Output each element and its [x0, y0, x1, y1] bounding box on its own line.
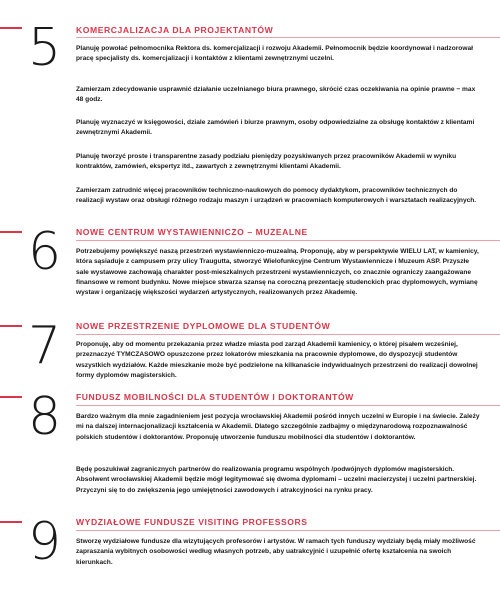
section-heading: FUNDUSZ MOBILNOŚCI DLA STUDENTÓW I DOKTORANTÓW [76, 392, 354, 402]
section-marker [0, 27, 22, 29]
section-number: 8 [28, 387, 62, 447]
paragraph: Planuję tworzyć proste i transparentne zasady podziału pieniędzy pozyskiwanych przez pracowników Akademii w wyniku kontraktów, zamówień, ekspertyz itd., zawartych z zewnętrznymi klientami Akademii. [76, 153, 457, 171]
section-heading: WYDZIAŁOWE FUNDUSZE VISITING PROFESSORS [76, 517, 308, 527]
section-marker [0, 396, 22, 398]
section-heading: NOWE PRZESTRZENIE DYPLOMOWE DLA STUDENTÓW [76, 321, 331, 331]
section-marker [0, 521, 22, 523]
section-number: 9 [28, 512, 62, 572]
paragraph: Zamierzam zdecydowanie usprawnić działanie uczelnianego biura prawnego, skrócić czas oczekiwania na opinie prawne − max 48 godz. [76, 86, 476, 104]
section-divider [76, 405, 500, 406]
paragraph: Bardzo ważnym dla mnie zagadnieniem jest pozycja wrocławskiej Akademii pośród innych uczelni w Europie i na świecie. Zależy mi na dalszej internacjonalizacji kształcenia w Akademii. Dlatego szczególnie zadbajmy o międzynarodową rozpoznawalność polskich studentów i doktorantów. Proponuję utworzenie funduszu mobilności dla studentów i doktorantów. [76, 413, 480, 441]
paragraph: Zamierzam zatrudnić więcej pracowników techniczno-naukowych do pomocy dydaktykom, pracowników technicznych do realizacji wystaw oraz obsługi różnego rodzaju maszyn i urządzeń w pracowniach komputerowych i warsztatach realizacyjnych. [76, 187, 477, 205]
section-marker [0, 231, 22, 233]
section-number: 6 [28, 222, 62, 282]
section-number: 5 [28, 18, 62, 78]
paragraph: Proponuję, aby od momentu przekazania przez władze miasta pod zarząd Akademii kamienicy, o której pisałem wcześniej, przeznaczyć TYMCZASOWO opuszczone przez lokatorów mieszkania na pracownie dyplomowe, do dyspozycji studentów wszystkich wydziałów. Każde mieszkanie może być podzielone na kilkanaście indywidualnych przestrzeni do realizacji dowolnej formy dyplomów magisterskich. [76, 341, 478, 379]
paragraph: Stworzę wydziałowe fundusze dla wizytujących profesorów i artystów. W ramach tych funduszy wydziały będą miały możliwość zapraszania wybitnych osobowości według własnych potrzeb, aby uatrakcyjnić i uzupełnić ofertę kształcenia na swoich kierunkach. [76, 538, 476, 566]
section-divider [76, 334, 500, 335]
section-heading: KOMERCJALIZACJA DLA PROJEKTANTÓW [76, 25, 274, 35]
section-heading: NOWE CENTRUM WYSTAWIENNICZO – MUZEALNE [76, 227, 308, 237]
paragraph: Potrzebujemy powiększyć naszą przestrzeń wystawienniczo-muzealną. Proponuję, aby w perspektywie WIELU LAT, w kamienicy, która sąsiaduje z campusem przy ulicy Traugutta, stworzyć Wielofunkcyjne Centrum Wystawiennicze i Muzeum ASP. Przyszłe sale wystawowe zachowają charakter post-mieszkalnych przestrzeni wystawienniczych, co znacznie ograniczy zaangażowane finansowe w remont budynku. Nowe miejsce stwarza szansę na coroczną prezentację studenckich prac dyplomowych, wymianę wystaw i organizację większości wydarzeń artystycznych, realizowanych przez Akademię. [76, 248, 479, 297]
section-divider [76, 37, 500, 38]
section-divider [76, 240, 500, 241]
paragraph: Będę poszukiwał zagranicznych partnerów do realizowania programu wspólnych /podwójnych dyplomów magisterskich. Absolwent wrocławskiej Akademii będzie mógł legitymować się dwoma dyplomami – uczelni macierzystej i uczelni partnerskiej. Przyczyni się to do zwiększenia jego umiejętności zawodowych i atrakcyjności na rynku pracy. [76, 466, 477, 494]
paragraph: Planuję powołać pełnomocnika Rektora ds. komercjalizacji i rozwoju Akademii. Pełnomocnik będzie koordynował i nadzorował pracę specjalisty ds. komercjalizacji i kontaktów z klientami zewnętrznymi uczelni. [76, 45, 473, 63]
section-number: 7 [28, 316, 62, 376]
section-divider [76, 530, 500, 531]
paragraph: Planuję wyznaczyć w księgowości, dziale zamówień i biurze prawnym, osoby odpowiedzialne za obsługę kontaktów z klientami zewnętrznymi Akademii. [76, 119, 475, 137]
section-marker [0, 325, 22, 327]
